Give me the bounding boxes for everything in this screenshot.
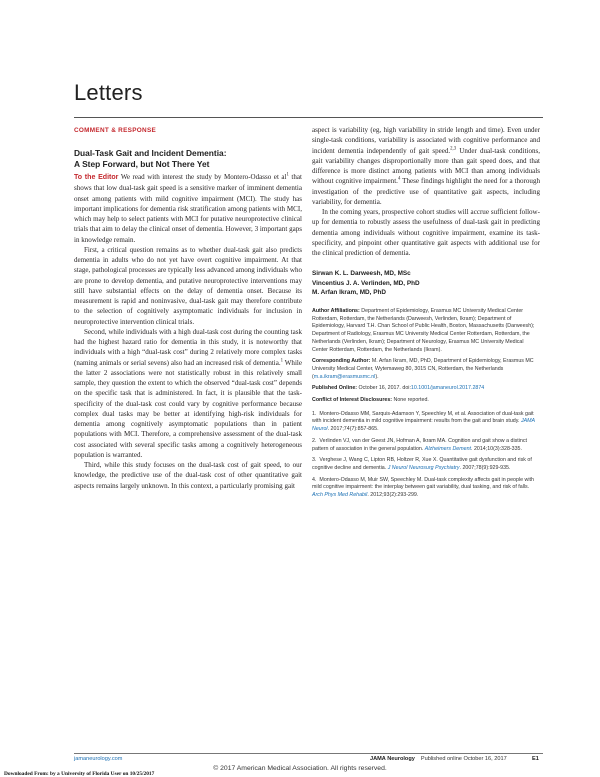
citation-sup: 1 [286,172,289,178]
reference-number: 1. [312,410,317,417]
footer-divider [74,753,543,754]
reference-text: Verlinden VJ, van der Geest JN, Hofman A, Ikram MA. Cognition and gait show a distinct pattern of association in the general population. [312,437,527,452]
article-metadata [312,308,540,405]
reference-number: 3. [312,457,317,464]
reference-cite: . 2014;10(3):328-335. [471,445,522,452]
meta-label: Conflict of Interest Disclosures: [312,397,393,404]
footer-site-link[interactable]: jamaneurology.com [74,756,123,762]
page-number: E1 [532,756,539,762]
paragraph-text: aspect is variability (eg, high variability in stride length and time). Even under single-task conditions, variability is associated with cognitive performance and incident dementia independently of gait speed. [312,126,540,155]
body-paragraph-5 [312,125,540,207]
reference-item [312,457,540,472]
reference-journal-link[interactable]: JAMA Neurol [312,418,535,433]
reference-item [312,477,540,500]
author-name: M. Arfan Ikram, MD, PhD [312,289,386,297]
body-paragraph-2: First, a critical question remains as to whether dual-task gait also predicts dementia in adults who do not yet have overt cognitive impairment. At that stage, pathological processes are typically less advanced among individuals who are prone to develop dementia, and putative neuroprotective interventions may still have substantial effects on the delay of dementia onset. Because its measurement is rapid and noninvasive, dual-task gait may therefore contribute to the selection of cognitively asymptomatic individuals for inclusion in neuroprotective intervention clinical trials. [74,245,302,326]
meta-label: Author Affiliations: [312,308,360,315]
citation-sup: 1 [280,358,284,364]
body-paragraph-1 [74,172,302,245]
letter-lead: To the Editor [74,174,119,181]
reference-cite: . 2012;93(2):293-299. [367,492,419,499]
author-name: Vincentius J. A. Verlinden, MD, PhD [312,279,420,287]
footer-pub-date: Published online October 16, 2017 [420,756,507,762]
author-list [312,269,540,298]
paragraph-text: Second, while individuals with a high dual-task cost during the counting task had the highest hazard ratio for dementia in this study, it is noteworthy that individuals with a high “dual-task cost” during 2 relatively more complex tasks (naming animals or serial sevens) also had an increased risk of dementia. [74,327,302,367]
body-paragraph-6: In the coming years, prospective cohort studies will accrue sufficient follow-up for dementia to robustly assess the usefulness of dual-task gait in predicting dementia among individuals without cognitive impairment, examine its task-specificity, and pinpoint other quantitative gait aspects with additional use for the clinical prediction of dementia. [312,208,540,257]
paragraph-text: that shows that low dual-task gait speed is a sensitive marker of imminent dementia onset among patients with mild cognitive impairment (MCI). The study has important implications for dementia risk stratification among patients with MCI, which may help to select patients with MCI for putative neuroprotective clinical trials that aim to delay the clinical onset of dementia. However, 3 important gaps in knowledge remain. [74,173,302,244]
meta-text: ). [375,373,379,380]
meta-text: October 16, 2017. doi: [357,385,411,392]
meta-text: None reported. [392,397,429,404]
body-paragraph-3 [74,327,302,460]
reference-number: 4. [312,476,317,483]
meta-text: M. Arfan Ikram, MD, PhD, Department of Epidemiology, Erasmus MC University Medical Center, Wytemaweg 80, 3015 CN, Rotterdam, the Netherlands ( [312,358,534,380]
email-link[interactable]: m.a.ikram@erasmusmc.nl [313,373,376,380]
reference-text: Montero-Odasso M, Muir SW, Speechley M. Dual-task complexity affects gait in people with mild cognitive impairment: the interplay between gait variability, dual tasking, and risk of falls. [312,476,534,491]
published-online [312,385,540,393]
author-affiliations [312,308,540,354]
footer-journal-info [370,756,507,762]
right-column [312,125,540,504]
paragraph-text: While the latter 2 associations were not statistically robust in this relatively small sample, they question the extent to which the observed “dual-task cost” depends on the specific task that is administered. In fact, it is plausible that the task-specificity of the dual-task cost could vary by cognitive performance because complex dual tasks may be better at identifying high-risk individuals for dementia among cognitively asymptomatic populations than in patient populations with MCI. Therefore, a comprehensive assessment of the dual-task cost associated with several specific tasks among a cognitively heterogeneous population is warranted. [74,358,303,459]
article-title-line-1: Dual-Task Gait and Incident Dementia: [74,148,227,158]
section-title: Letters [74,80,143,105]
reference-cite: . 2017;74(7):857-865. [327,426,379,433]
citation-sup: 4 [397,176,401,182]
left-column [74,125,302,491]
paragraph-text: We read with interest the study by Montero-Odasso et al [120,173,287,181]
meta-label: Corresponding Author: [312,358,371,365]
citation-sup: 2,3 [450,146,457,152]
section-kicker: COMMENT & RESPONSE [74,127,157,134]
reference-item [312,438,540,453]
author-name: Sirwan K. L. Darweesh, MD, MSc [312,270,411,278]
reference-journal-link[interactable]: J Neurol Neurosurg Psychiatry [387,464,460,471]
footer-journal-name: JAMA Neurology [370,756,415,762]
paragraph-text: These findings highlight the need for a thorough investigation of the predictive use of quantitative gait aspects, including variability, for dementia. [312,177,540,206]
corresponding-author [312,358,540,381]
reference-cite: . 2007;78(9):929-935. [459,464,511,471]
reference-number: 2. [312,437,317,444]
conflict-disclosures [312,397,540,405]
article-title [74,148,302,169]
paragraph-text: Under dual-task conditions, gait variability changes disproportionally more than gait speed does, and that difference is more distinct among patients with MCI than among individuals without cognitive impairment. [312,146,540,186]
doi-link[interactable]: 10.1001/jamaneurol.2017.2874 [410,385,485,392]
reference-journal-link[interactable]: Alzheimers Dement [424,445,472,452]
reference-text: Verghese J, Wang C, Lipton RB, Holtzer R, Xue X. Quantitative gait dysfunction and risk of cognitive decline and dementia. [312,457,532,471]
reference-item [312,411,540,434]
reference-list [312,411,540,500]
reference-journal-link[interactable]: Arch Phys Med Rehabil [312,492,368,499]
reference-text: Montero-Odasso MM, Sarquis-Adamson Y, Speechley M, et al. Association of dual-task gait with incident dementia in mild cognitive impairment: results from the gait and brain study. [312,410,534,425]
meta-text: Department of Epidemiology, Erasmus MC University Medical Center Rotterdam, Rotterdam, the Netherlands (Darweesh, Verlinden, Ikram); Department of Epidemiology, Harvard T.H. Chan School of Public Health, Boston, Massachusetts (Darweesh); Department of Radiology, Erasmus MC University Medical Center Rotterdam, Rotterdam, the Netherlands (Verlinden, Ikram); Department of Neurology, Erasmus MC University Medical Center Rotterdam, Rotterdam, the Netherlands (Ikram). [312,308,535,353]
copyright-notice: © 2017 American Medical Association. All rights reserved. [213,765,387,772]
article-title-line-2: A Step Forward, but Not There Yet [74,158,210,169]
meta-label: Published Online: [312,385,358,392]
download-stamp: Downloaded From: by a University of Florida User on 10/25/2017 [4,771,155,777]
body-paragraph-4: Third, while this study focuses on the dual-task cost of gait speed, to our knowledge, the predictive use of the dual-task cost of other quantitative gait aspects remains largely unknown. In this context, a particularly promising gait [74,461,302,490]
section-divider [74,117,543,118]
